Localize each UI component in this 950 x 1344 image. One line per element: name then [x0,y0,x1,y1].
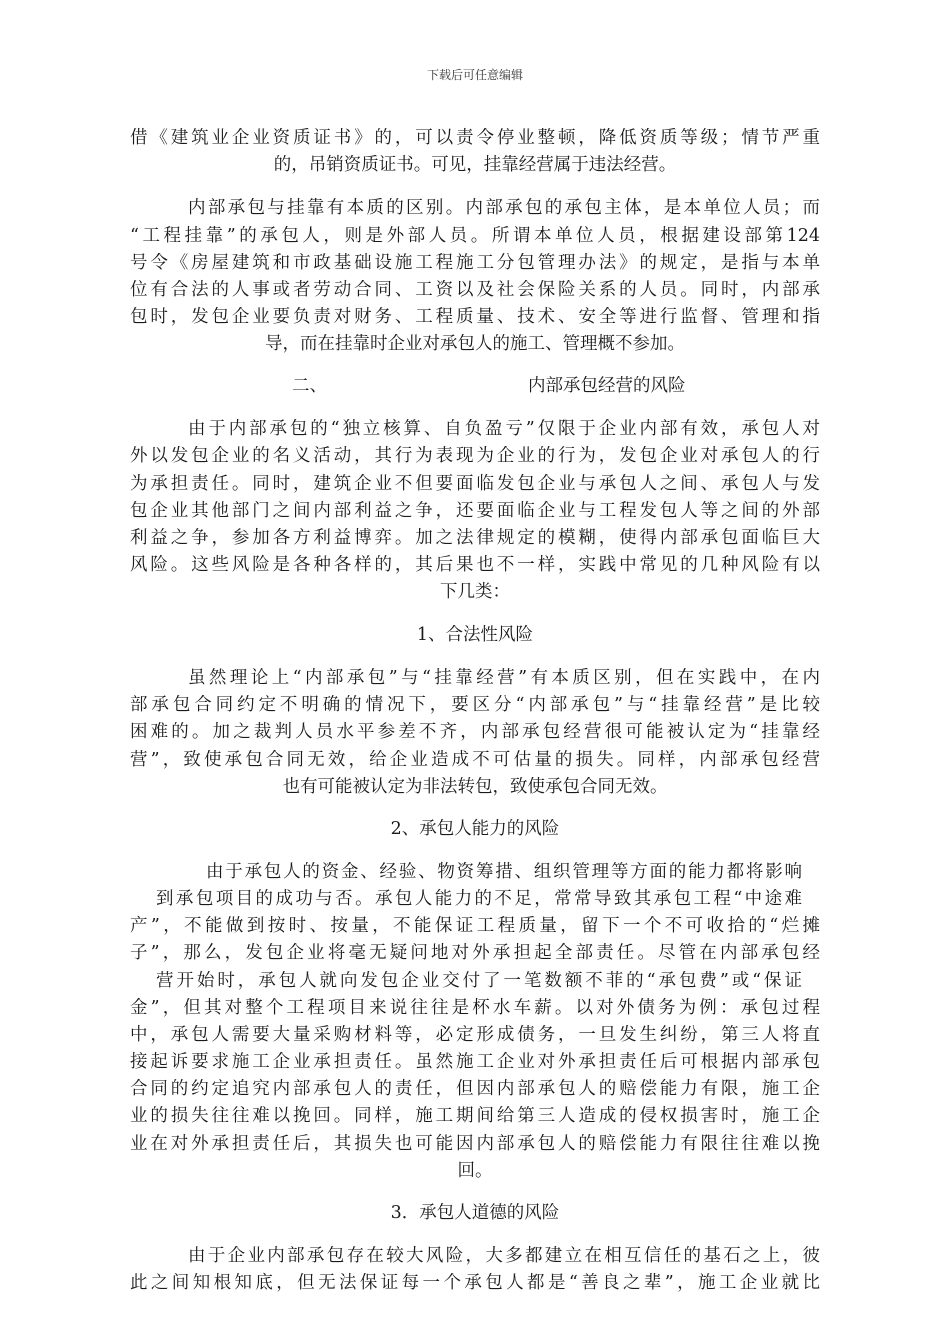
p5-line-11: 业在对外承担责任后，其损失也可能因内部承包人的赔偿能力有限往往难以挽 [130,1134,820,1154]
p1-line-2: 的，吊销资质证书。可见，挂靠经营属于违法经营。 [273,155,677,175]
p2-line-4: 位有合法的人事或者劳动合同、工资以及社会保险关系的人员。同时，内部承 [130,280,820,300]
p3-line-7: 下几类： [440,582,510,602]
p3-line-1: 由于内部承包的“独立核算、自负盈亏”仅限于企业内部有效，承包人对 [188,419,820,439]
p5-line-9: 合同的约定追究内部承包人的责任，但因内部承包人的赔偿能力有限，施工企 [130,1079,820,1099]
p2-line-3: 号令《房屋建筑和市政基础设施工程施工分包管理办法》的规定，是指与本单 [130,253,820,273]
p2-line-2: “工程挂靠”的承包人，则是外部人员。所谓本单位人员，根据建设部第124 [130,226,820,246]
p5-line-1: 由于承包人的资金、经验、物资筹措、组织管理等方面的能力都将影响 [206,862,802,882]
p5-line-5: 营开始时，承包人就向发包企业交付了一笔数额不菲的“承包费”或“保证 [156,971,802,991]
p5-line-3: 产”，不能做到按时、按量，不能保证工程质量，留下一个不可收拾的“烂摊 [130,916,820,936]
heading-1: 1、合法性风险 [416,625,534,645]
section-number: 二、 [292,376,327,396]
section-title: 内部承包经营的风险 [528,376,686,396]
heading-3: 3．承包人道德的风险 [390,1203,560,1223]
p5-line-12: 回。 [457,1161,493,1181]
p3-line-5: 利益之争，参加各方利益博弈。加之法律规定的模糊，使得内部承包面临巨大 [130,528,820,548]
p4-line-2: 部承包合同约定不明确的情况下，要区分“内部承包”与“挂靠经营”是比较 [130,695,820,715]
p5-line-4: 子”，那么，发包企业将毫无疑问地对外承担起全部责任。尽管在内部承包经 [130,943,820,963]
p5-line-10: 业的损失往往难以挽回。同样，施工期间给第三人造成的侵权损害时，施工企 [130,1106,820,1126]
heading-2: 2、承包人能力的风险 [390,819,560,839]
p4-line-1: 虽然理论上“内部承包”与“挂靠经营”有本质区别，但在实践中，在内 [188,668,820,688]
p2-line-1: 内部承包与挂靠有本质的区别。内部承包的承包主体，是本单位人员；而 [188,198,820,218]
p6-line-2: 此之间知根知底，但无法保证每一个承包人都是“善良之辈”，施工企业就比 [130,1273,820,1293]
p3-line-6: 风险。这些风险是各种各样的，其后果也不一样，实践中常见的几种风险有以 [130,555,820,575]
p3-line-4: 包企业其他部门之间内部利益之争，还要面临企业与工程发包人等之间的外部 [130,501,820,521]
p3-line-2: 外以发包企业的名义活动，其行为表现为企业的行为，发包企业对承包人的行 [130,446,820,466]
p2-line-5: 包时，发包企业要负责对财务、工程质量、技术、安全等进行监督、管理和指 [130,307,820,327]
p4-line-3: 困难的。加之裁判人员水平参差不齐，内部承包经营很可能被认定为“挂靠经 [130,722,820,742]
p3-line-3: 为承担责任。同时，建筑企业不但要面临发包企业与承包人之间、承包人与发 [130,474,820,494]
p2-line-6: 导，而在挂靠时企业对承包人的施工、管理概不参加。 [265,334,685,354]
p5-line-6: 金”，但其对整个工程项目来说往往是杯水车薪。以对外债务为例：承包过程 [130,998,820,1018]
p4-line-5: 也有可能被认定为非法转包，致使承包合同无效。 [282,777,668,797]
p6-line-1: 由于企业内部承包存在较大风险，大多都建立在相互信任的基石之上，彼 [188,1246,820,1266]
page-header: 下载后可任意编辑 [426,68,523,82]
p1-line-1: 借《建筑业企业资质证书》的，可以责令停业整顿，降低资质等级；情节严重 [130,128,820,148]
p5-line-2: 到承包项目的成功与否。承包人能力的不足，常常导致其承包工程“中途难 [156,889,802,909]
p4-line-4: 营”，致使承包合同无效，给企业造成不可估量的损失。同样，内部承包经营 [130,750,820,770]
p5-line-7: 中，承包人需要大量采购材料等，必定形成债务，一旦发生纠纷，第三人将直 [130,1025,820,1045]
p5-line-8: 接起诉要求施工企业承担责任。虽然施工企业对外承担责任后可根据内部承包 [130,1052,820,1072]
